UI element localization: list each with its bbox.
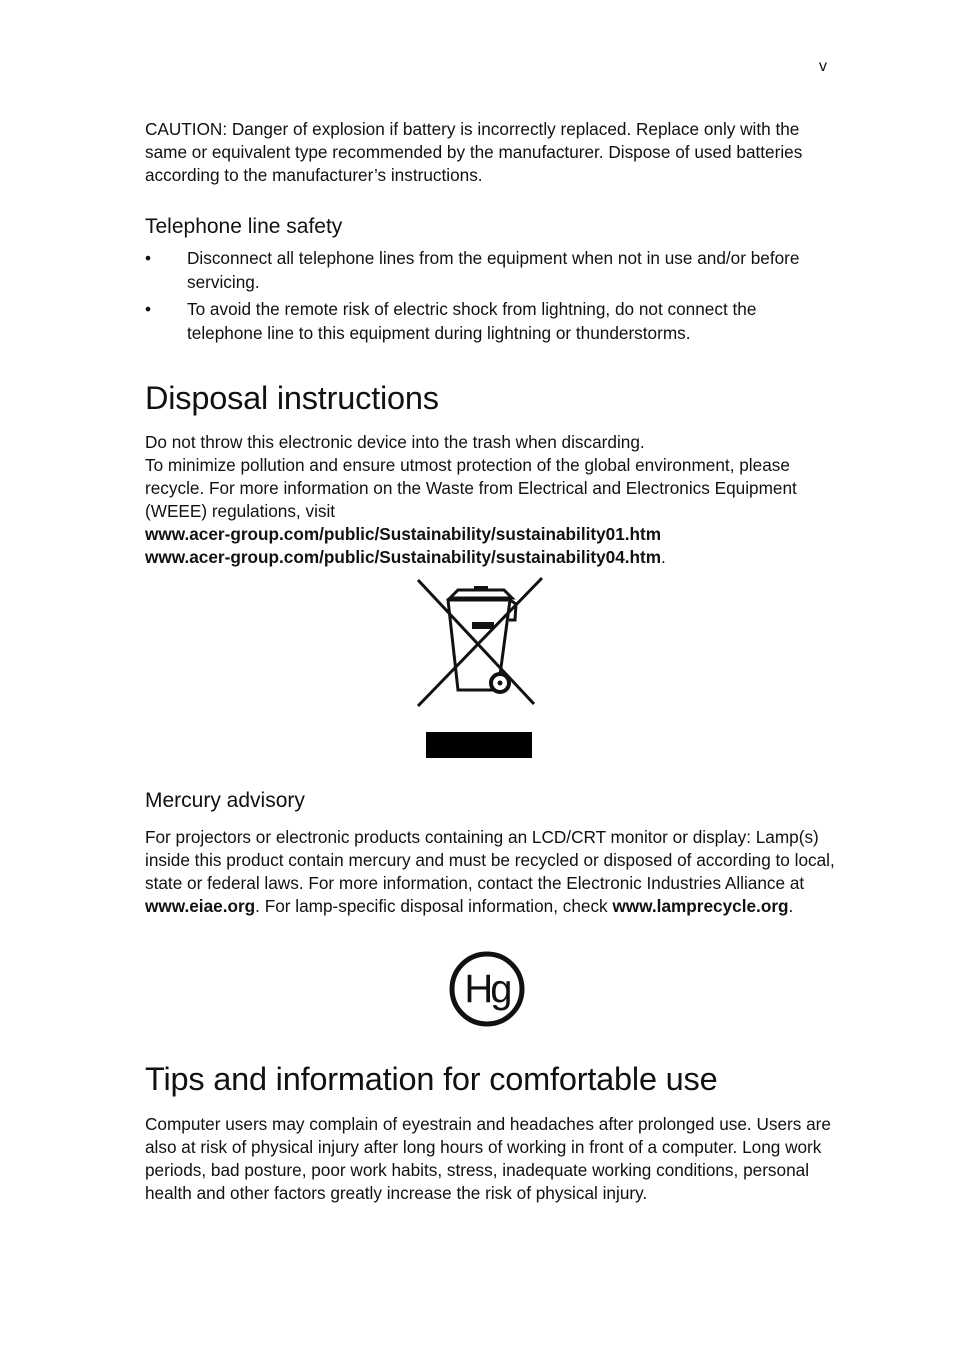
mercury-text-c: . (788, 896, 794, 916)
disposal-text (145, 431, 835, 569)
mercury-heading: Mercury advisory (145, 789, 305, 812)
tips-heading: Tips and information for comfortable use (145, 1061, 718, 1097)
page-number: v (819, 58, 827, 75)
eiae-link[interactable]: www.eiae.org (145, 896, 256, 916)
weee-link-2[interactable]: www.acer-group.com/public/Sustainability/sustainability04.htm (145, 547, 662, 567)
mercury-text-b: . For lamp-specific disposal information, check (255, 896, 613, 916)
lamprecycle-link[interactable]: www.lamprecycle.org (612, 896, 789, 916)
hg-symbol: Hg (464, 967, 510, 1011)
bin-label-bar (472, 622, 494, 629)
list-item-text: To avoid the remote risk of electric shock from lightning, do not connect the telephone line to this equipment during lightning or thunderstorms. (187, 299, 757, 343)
list-item-text: Disconnect all telephone lines from the equipment when not in use and/or before servicing. (187, 248, 800, 292)
weee-crossed-bin-icon (412, 574, 548, 760)
telephone-safety-list (145, 246, 835, 348)
weee-link-1[interactable]: www.acer-group.com/public/Sustainability/sustainability01.htm (145, 524, 662, 544)
disposal-line-1: Do not throw this electronic device into the trash when discarding. (145, 432, 645, 452)
weee-bar (426, 732, 532, 758)
disposal-line-2: To minimize pollution and ensure utmost protection of the global environment, please recycle. For more information on the Waste from Electrical and Electronics Equipment (WEEE) regulations, visit (145, 455, 797, 521)
bullet-icon: • (145, 299, 152, 319)
list-item (145, 297, 835, 345)
caution-paragraph: CAUTION: Danger of explosion if battery is incorrectly replaced. Replace only with the same or equivalent type recommended by the manufacturer. Dispose of used batteries according to the manufacturer’s instructions. (145, 119, 803, 185)
weee-link-2-suffix: . (661, 547, 666, 567)
tips-paragraph: Computer users may complain of eyestrain and headaches after prolonged use. Users are also at risk of physical injury after long hours of working in front of a computer. Long work periods, bad posture, poor work habits, stress, inadequate working conditions, personal health and other factors greatly increase the risk of physical injury. (145, 1114, 831, 1203)
list-item (145, 246, 835, 294)
mercury-text-a: For projectors or electronic products containing an LCD/CRT monitor or display: Lamp(s) inside this product contain mercury and must be recycled or disposed of according to local, state or federal laws. For more information, contact the Electronic Industries Alliance at (145, 827, 835, 893)
bullet-icon: • (145, 248, 152, 268)
telephone-safety-heading: Telephone line safety (145, 215, 343, 238)
bin-lid-handle (474, 586, 488, 591)
mercury-paragraph (145, 826, 835, 918)
bin-lid (450, 590, 512, 598)
disposal-heading: Disposal instructions (145, 380, 439, 416)
bin-wheel-hub (498, 681, 503, 686)
mercury-hg-icon (447, 950, 527, 1030)
